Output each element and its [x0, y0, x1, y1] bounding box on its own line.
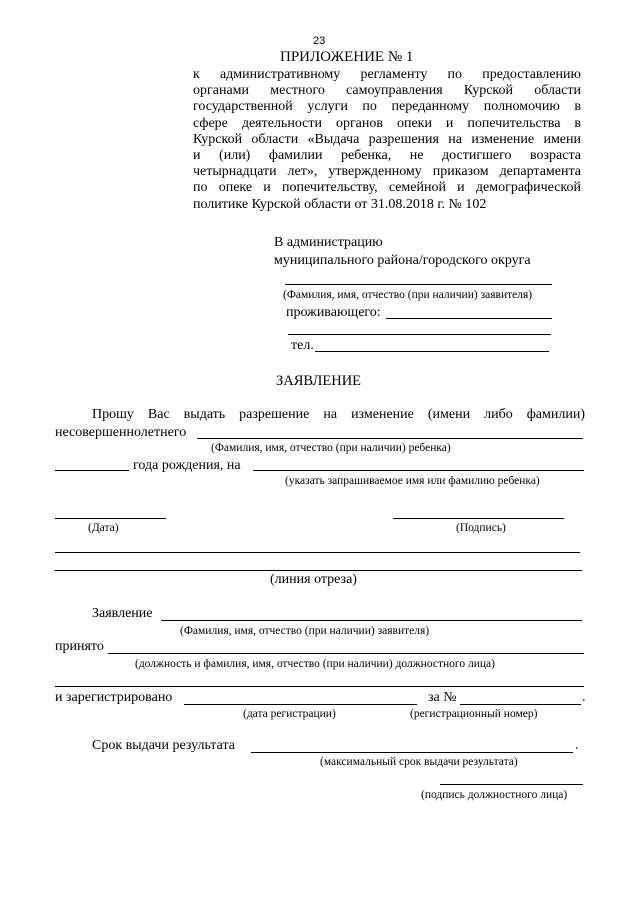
official-signature-field[interactable]: [440, 784, 583, 785]
issue-term-label: Срок выдачи результата: [92, 738, 235, 753]
appendix-line: государственной услуги по переданному полномочию в: [193, 99, 581, 115]
registration-number-field[interactable]: [460, 704, 581, 705]
applicant-name-field[interactable]: [285, 284, 552, 285]
official-signature-caption: (подпись должностного лица): [421, 789, 568, 801]
receipt-applicant-field[interactable]: [161, 620, 582, 621]
appendix-line: и (или) фамилии ребенка, не достигшего возраста: [193, 147, 581, 163]
date-field[interactable]: [55, 518, 166, 519]
official-field-2[interactable]: [55, 686, 584, 687]
signature-field[interactable]: [393, 518, 564, 519]
new-name-caption: (указать запрашиваемое имя или фамилию ребенка): [285, 475, 540, 487]
cut-line-1: [55, 552, 580, 553]
appendix-text: [193, 67, 581, 213]
registration-date-caption: (дата регистрации): [243, 708, 336, 720]
request-text: Прошу Вас выдать разрешение на изменение (имени либо фамилии): [92, 407, 585, 422]
registration-period: .: [582, 690, 586, 705]
appendix-line: сфере деятельности органов опеки и попечительства в: [193, 115, 581, 131]
page-number: 23: [313, 35, 326, 47]
issue-term-field[interactable]: [251, 752, 573, 753]
appendix-line: Курской области «Выдача разрешения на изменение имени: [193, 131, 581, 147]
receipt-applicant-caption: (Фамилия, имя, отчество (при наличии) заявителя): [180, 625, 430, 637]
residence-field-2[interactable]: [288, 334, 551, 335]
appendix-line: органами местного самоуправления Курской области: [193, 83, 581, 99]
new-name-field[interactable]: [253, 470, 584, 471]
issue-term-caption: (максимальный срок выдачи результата): [320, 756, 518, 768]
appendix-line: к административному регламенту по предоставлению: [193, 67, 581, 82]
appendix-line: политике Курской области от 31.08.2018 г. № 102: [193, 196, 487, 212]
child-name-caption: (Фамилия, имя, отчество (при наличии) ребенка): [211, 442, 451, 454]
phone-label: тел.: [291, 338, 314, 353]
applicant-name-caption: (Фамилия, имя, отчество (при наличии) заявителя): [283, 289, 533, 301]
appendix-line: четырнадцати лет», утвержденному приказом департамента: [193, 164, 581, 180]
accepted-label: принято: [55, 639, 104, 654]
birth-year-label: года рождения, на: [133, 458, 241, 473]
registration-date-field[interactable]: [184, 704, 417, 705]
cut-line-caption: (линия отреза): [270, 572, 357, 587]
official-field[interactable]: [108, 653, 584, 654]
minor-label: несовершеннолетнего: [55, 425, 187, 440]
residing-label: проживающего:: [286, 305, 381, 320]
registration-number-caption: (регистрационный номер): [410, 708, 538, 720]
signature-caption: (Подпись): [456, 522, 506, 534]
official-caption: (должность и фамилия, имя, отчество (при наличии) должностного лица): [135, 658, 495, 670]
addressee-line-1: В администрацию: [274, 235, 383, 250]
statement-title: ЗАЯВЛЕНИЕ: [276, 373, 362, 389]
child-name-field[interactable]: [197, 438, 583, 439]
appendix-line: по опеке и попечительству, семейной и демографической: [193, 180, 581, 196]
cut-line-2: [55, 570, 582, 571]
issue-term-period: .: [575, 738, 579, 753]
appendix-title: ПРИЛОЖЕНИЕ № 1: [280, 49, 414, 65]
registered-label: и зарегистрировано: [55, 690, 173, 705]
birth-year-field[interactable]: [55, 470, 129, 471]
date-caption: (Дата): [88, 522, 119, 534]
residence-field[interactable]: [386, 318, 552, 319]
phone-field[interactable]: [315, 351, 549, 352]
receipt-statement-label: Заявление: [92, 606, 153, 621]
addressee-line-2: муниципального района/городского округа: [274, 253, 531, 268]
number-label: за №: [428, 690, 457, 705]
